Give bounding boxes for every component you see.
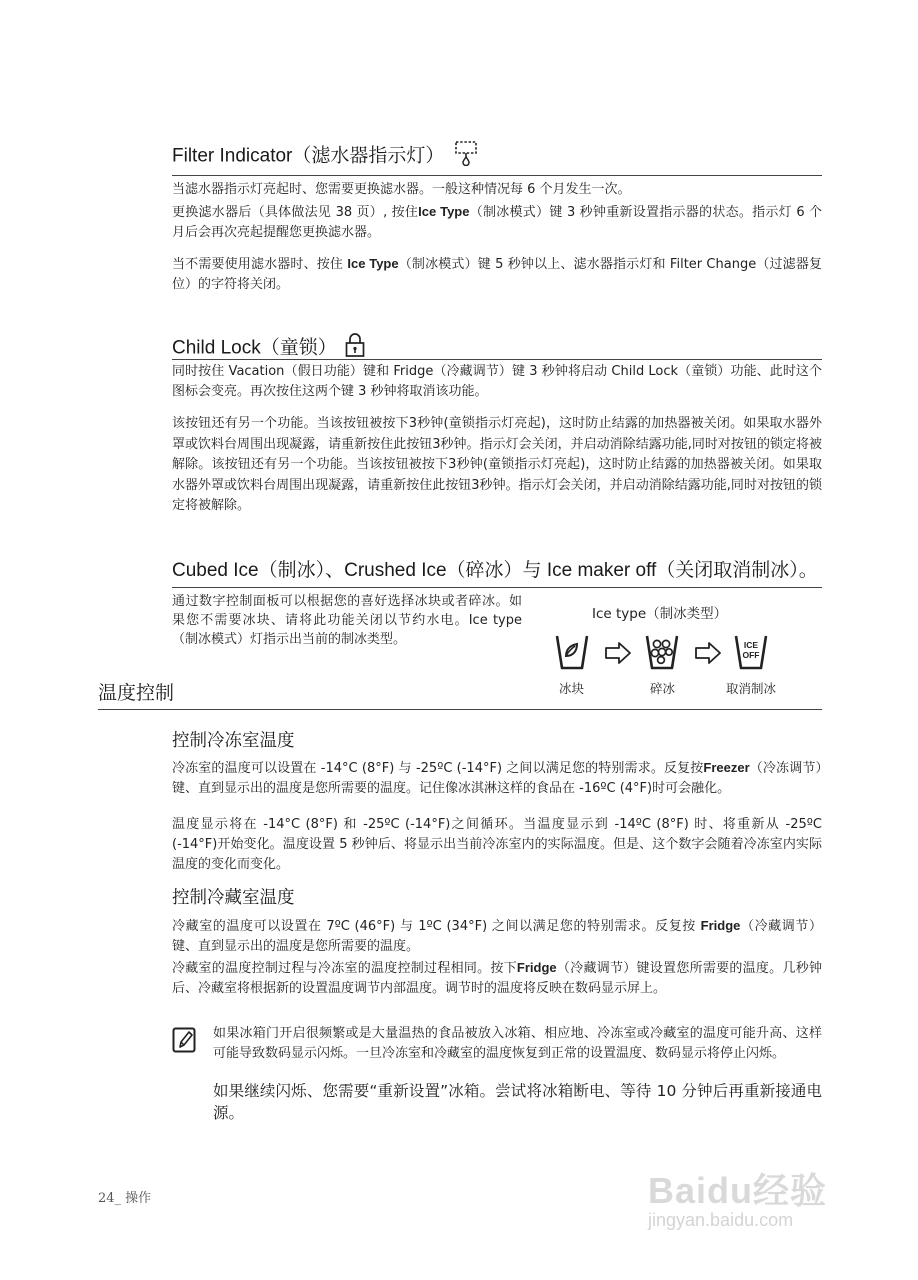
note-paragraph-1: 如果冰箱门开启很频繁或是大量温热的食品被放入冰箱、相应地、冷冻室或冷藏室的温度可能升高、这样可能导致数码显示闪烁。一旦冷冻室和冷藏室的温度恢复到正常的设置温度、数码显示将停止闪烁。 [213,1026,822,1061]
fridge-p2-a: 冷藏室的温度控制过程与冷冻室的温度控制过程相同。按下 [172,961,517,976]
fridge-p1-key: Fridge [700,918,741,933]
fridge-heading: 控制冷藏室温度 [172,888,295,908]
freezer-p1-key: Freezer [703,760,750,775]
fridge-p2-key: Fridge [516,960,557,975]
cubed-ice-icon [554,632,590,672]
child-lock-heading [172,332,366,365]
fridge-p2-c: （冷藏调节）键设置您所需要的温度。几秒钟后、冷藏室将根据新的设置温度调节内部温度。调节时的温度将反映在数码显示屏上。 [172,961,822,996]
freezer-p1-c: （冷冻调节）键、直到显示出的温度是您所需要的温度。记住像冰淇淋这样的食品在 -16ºC (4°F)时可会融化。 [172,761,822,796]
lock-icon [344,332,366,365]
ice-off-icon [733,632,769,672]
temp-section-heading: 温度控制 [98,682,175,704]
freezer-paragraph-1 [172,758,822,799]
ice-description: 通过数字控制面板可以根据您的喜好选择冰块或者碎冰。如果您不需要冰块、请将此功能关闭以节约水电。Ice type（制冰模式）灯指示出当前的制冰类型。 [172,594,522,647]
note-pencil-icon [172,1027,196,1053]
filter-p2-a: 更换滤水器后（具体做法见 38 页）, 按住 [172,205,419,220]
baidu-watermark-url: jingyan.baidu.com [648,1210,794,1230]
filter-p2-c: （制冰模式）键 3 秒钟重新设置指示器的状态。指示灯 6 个月后会再次亮起提醒您更换滤水器。 [172,205,822,240]
filter-p3-c: （制冰模式）键 5 秒钟以上、滤水器指示灯和 Filter Change（过滤器复位）的字符将关闭。 [172,257,822,292]
filter-rule [172,175,822,176]
filter-paragraph-2 [172,202,822,243]
arrow-right-icon [604,642,632,664]
filter-p3-a: 当不需要使用滤水器时、按住 [172,257,344,272]
ice-off-text-2: OFF [742,650,760,660]
freezer-heading: 控制冷冻室温度 [172,731,295,751]
fridge-paragraph-2 [172,958,822,999]
ice-label-off: 取消制冰 [726,681,777,696]
child-lock-paragraph-2: 该按钮还有另一个功能。当该按钮被按下3秒钟(童锁指示灯亮起)，这时防止结露的加热器被关闭。如果取水器外罩或饮料台周围出现凝露，请重新按住此按钮3秒钟。指示灯会关闭，并启动消除结露功能,同时对按钮的锁定将被解除。该按钮还有另一个功能。当该按钮被按下3秒钟(童锁指示灯亮起)，这时防止结露的加热器被关闭。如果取水器外罩或饮料台周围出现凝露，请重新按住此按钮3秒钟。指示灯会关闭，并启动消除结露功能,同时对按钮的锁定将被解除。 [172,416,822,513]
fridge-p1-a: 冷藏室的温度可以设置在 7ºC (46°F) 与 1ºC (34°F) 之间以满足您的特别需求。反复按 [172,919,696,934]
filter-indicator-heading [172,140,478,173]
crushed-ice-icon [644,632,680,672]
temp-rule [98,709,822,710]
child-lock-heading-text: Child Lock（童锁） [172,337,337,359]
filter-heading-text: Filter Indicator（滤水器指示灯） [172,145,445,167]
child-lock-paragraph-1: 同时按住 Vacation（假日功能）键和 Fridge（冷藏调节）键 3 秒钟将启动 Child Lock（童锁）功能、此时这个图标会变亮。再次按住这两个键 3 秒钟将取消该功能。 [172,364,822,399]
ice-label-cubed: 冰块 [559,681,585,696]
page-footer: 24_ 操作 [98,1191,152,1206]
child-lock-rule [172,359,822,360]
ice-heading: Cubed Ice（制冰）、Crushed Ice（碎冰）与 Ice maker off（关闭取消制冰）。 [172,560,818,581]
fridge-paragraph-1 [172,916,822,957]
filter-icon [454,140,478,173]
filter-paragraph-1: 当滤水器指示灯亮起时、您需要更换滤水器。一般这种情况每 6 个月发生一次。 [172,182,631,197]
ice-label-crushed: 碎冰 [650,681,676,696]
freezer-p1-a: 冷冻室的温度可以设置在 -14°C (8°F) 与 -25ºC (-14°F) 之间以满足您的特别需求。反复按 [172,761,704,776]
arrow-right-icon [694,642,722,664]
fridge-p1-c: （冷藏调节）键、直到显示出的温度是您所需要的温度。 [172,919,822,954]
ice-diagram-title: Ice type（制冰类型） [592,606,728,622]
freezer-paragraph-2: 温度显示将在 -14°C (8°F) 和 -25ºC (-14°F)之间循环。当温度显示到 -14ºC (8°F) 时、将重新从 -25ºC (-14°F)开始变化。温度设置 5 秒钟后、将显示出当前冷冻室内的实际温度。但是、这个数字会随着冷冻室内实际温度的变化而变化。 [172,817,822,872]
baidu-watermark-brand: Baidu经验 [648,1170,828,1211]
ice-off-text-1: ICE [743,640,759,650]
note-paragraph-2: 如果继续闪烁、您需要“重新设置”冰箱。尝试将冰箱断电、等待 10 分钟后再重新接通电源。 [213,1082,822,1122]
filter-p3-key: Ice Type [347,256,399,271]
ice-rule [172,587,822,588]
filter-paragraph-3 [172,254,822,295]
filter-p2-key: Ice Type [418,204,470,219]
